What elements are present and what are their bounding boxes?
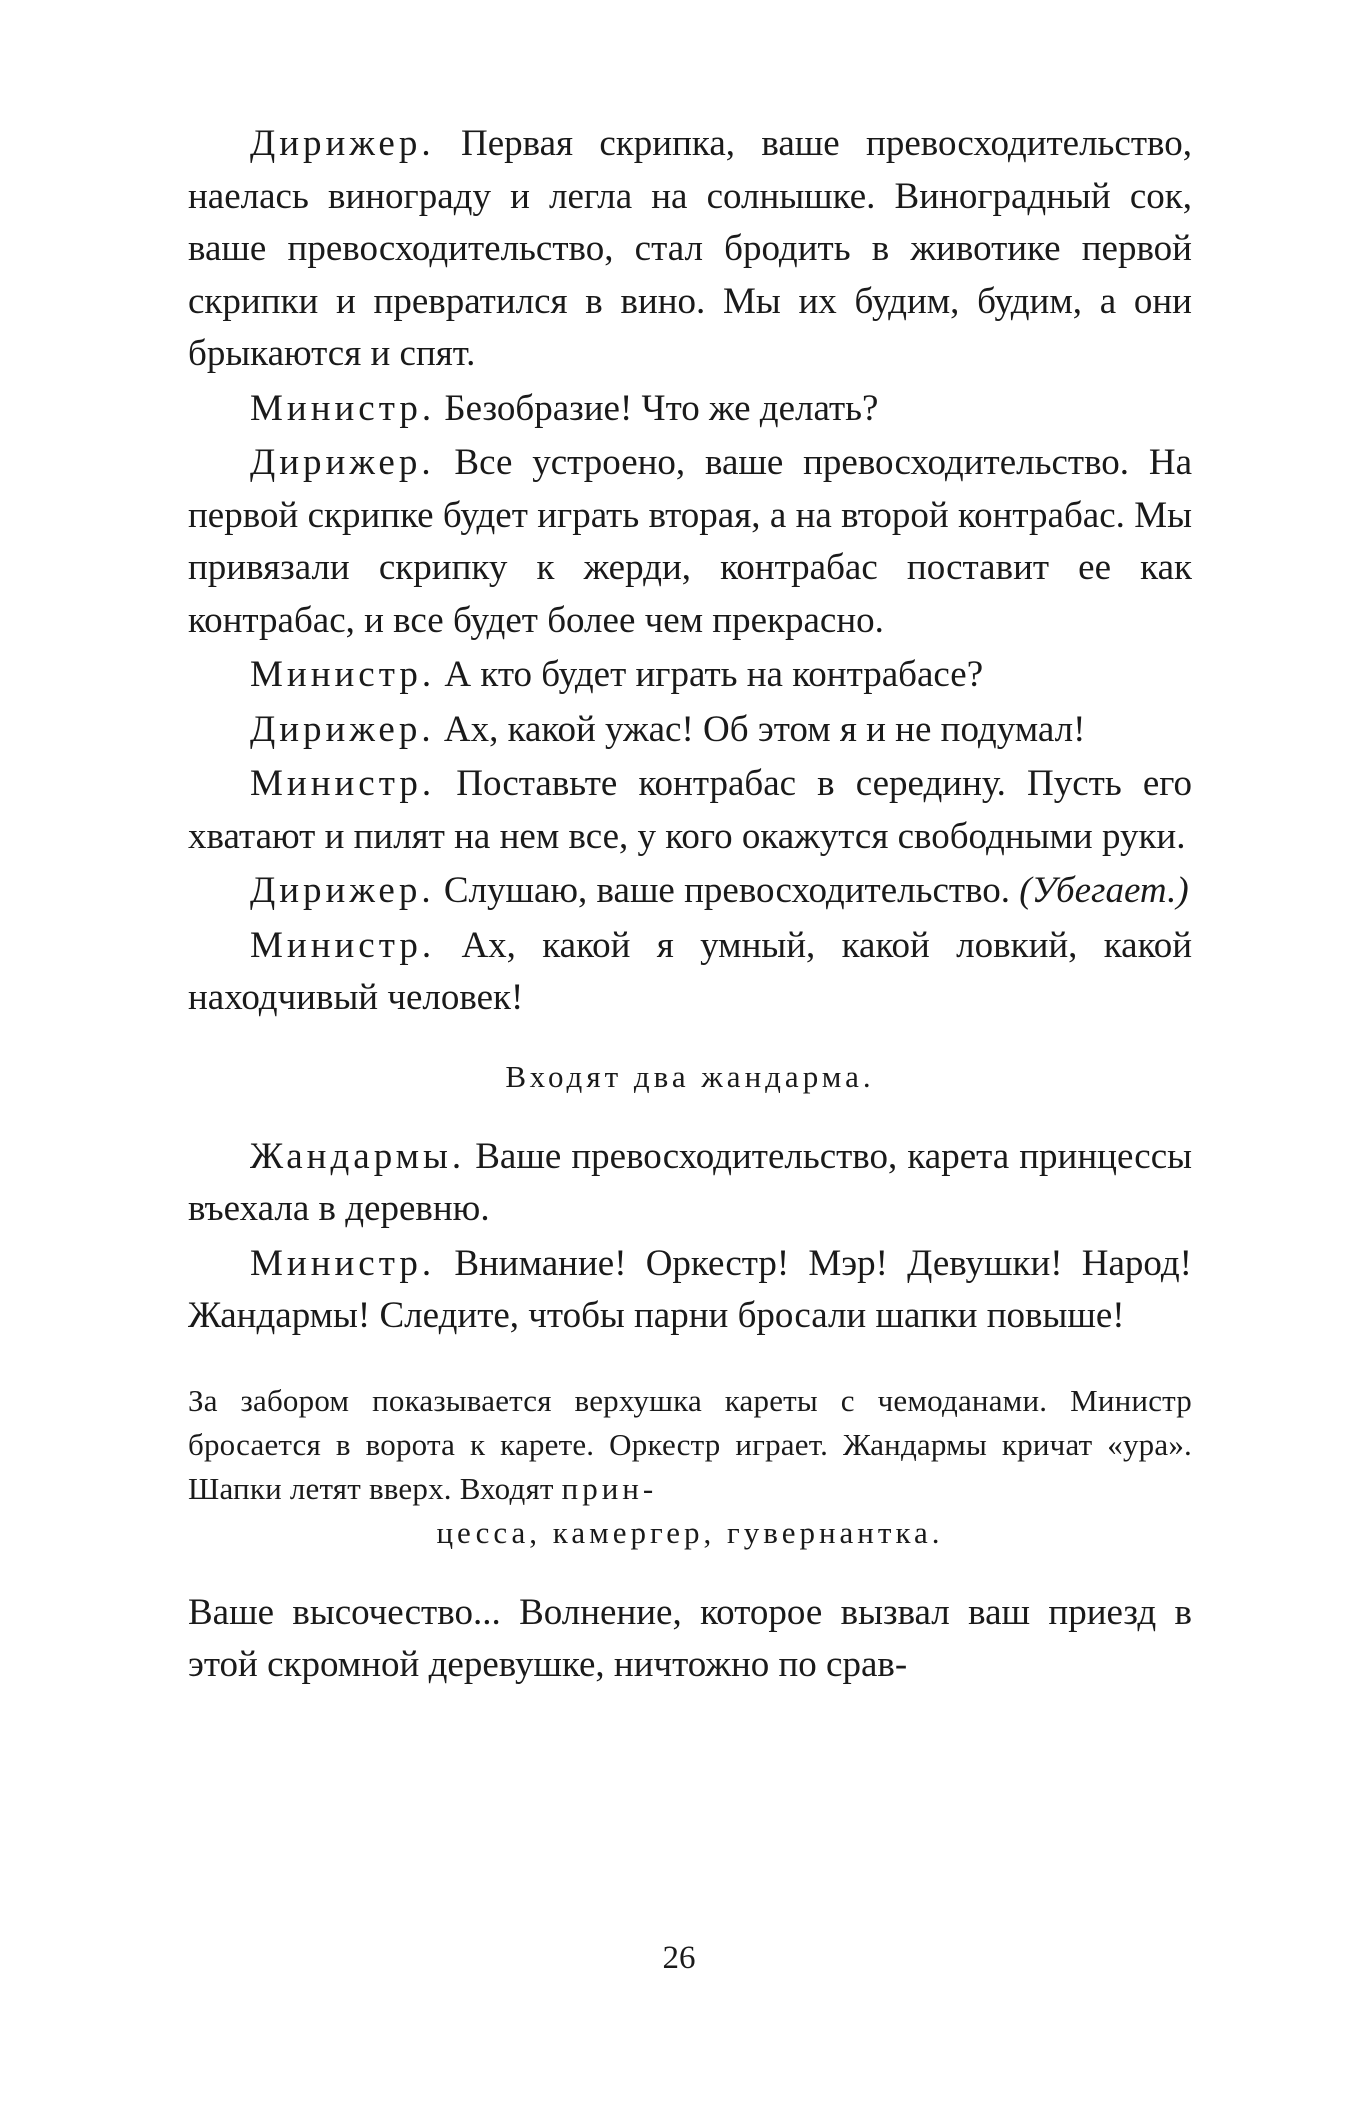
dialogue-text: Все устроено, ваше превосходительство. На первой скрипке будет играть вторая, а на второй контрабас. Мы привязали скрипку к жерди, контрабас поставит ее как контрабас, и все будет более чем прекрасно. (188, 442, 1192, 641)
dialogue-text: Первая скрипка, ваше превосходительство, наелась винограду и легла на солнышке. Виноградный сок, ваше превосходительство, стал бродить в животике первой скрипки и превратился в вино. Мы их будим, будим, а они брыкаются и спят. (188, 123, 1192, 374)
stage-direction-text: За забором показывается верхушка кареты с чемоданами. Министр бросается в ворота к карете. Оркестр играет. Жандармы кричат «ура». Шапки летят вверх. Входят (188, 1382, 1192, 1506)
dialogue-line (188, 1238, 1192, 1343)
speaker-name: Дирижер. (250, 870, 435, 911)
dialogue-line (188, 649, 1192, 702)
stage-direction-names: прин- (561, 1470, 658, 1506)
continuation-text: Ваше высочество... Волнение, которое вызвал ваш приезд в этой скромной деревушке, ничтожно по срав- (188, 1591, 1192, 1685)
dialogue-line (188, 437, 1192, 647)
dialogue-text: Безобразие! Что же делать? (444, 387, 879, 429)
dialogue-line (188, 865, 1192, 918)
dialogue-text: Внимание! Оркестр! Мэр! Девушки! Народ! Жандармы! Следите, чтобы парни бросали шапки повыше! (188, 1242, 1192, 1336)
dialogue-line (188, 704, 1192, 757)
speaker-name: Министр. (250, 387, 436, 429)
dialogue-text: А кто будет играть на контрабасе? (444, 654, 984, 695)
speaker-name: Министр. (250, 1242, 436, 1284)
speaker-name: Министр. (250, 654, 436, 695)
dialogue-line (188, 920, 1192, 1025)
dialogue-line (188, 118, 1192, 381)
speaker-name: Жандармы. (250, 1135, 466, 1177)
dialogue-line (188, 758, 1192, 863)
dialogue-text: Ах, какой ужас! Об этом я и не подумал! (443, 708, 1086, 750)
book-page (188, 118, 1192, 1694)
dialogue-text: Слушаю, ваше превосходительство. (443, 870, 1011, 911)
stage-direction-names: цесса, камергер, гувернантка. (436, 1514, 944, 1550)
speaker-name: Дирижер. (250, 123, 435, 164)
page-number: 26 (662, 1940, 696, 1976)
speaker-name: Дирижер. (250, 708, 435, 750)
dialogue-text: Поставьте контрабас в середину. Пусть его хватают и пилят на нем все, у кого окажутся свободными руки. (188, 763, 1192, 857)
stage-direction-inline: (Убегает.) (1019, 870, 1189, 911)
speaker-name: Дирижер. (250, 442, 435, 483)
dialogue-line (188, 1131, 1192, 1236)
speaker-name: Министр. (250, 763, 436, 804)
stage-direction: Входят два жандарма. (505, 1058, 875, 1094)
dialogue-text: Ах, какой я умный, какой ловкий, какой находчивый человек! (188, 924, 1192, 1018)
stage-direction-block (188, 1379, 1192, 1555)
speaker-name: Министр. (250, 924, 436, 966)
dialogue-text: Ваше превосходительство, карета принцессы въехала в деревню. (188, 1135, 1192, 1229)
dialogue-line (188, 383, 1192, 436)
